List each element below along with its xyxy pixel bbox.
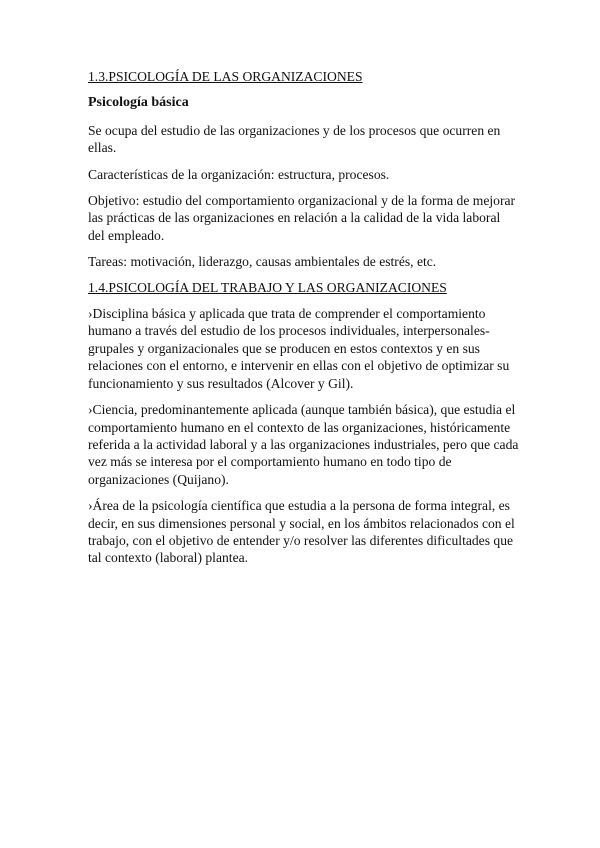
paragraph-objetivo: Objetivo: estudio del comportamiento organizacional y de la forma de mejorar las prácticas de las organizaciones en relación a la calidad de la vida laboral del empleado.	[88, 193, 516, 243]
definition-alcover-gil: ›Disciplina básica y aplicada que trata de comprender el comportamiento humano a través del estudio de los procesos individuales, interpersonales-grupales y organizacionales que se producen en estos contextos y en sus relaciones con el entorno, e intervenir en ellas con el objetivo de optimizar su funcionamiento y sus resultados (Alcover y Gil).	[88, 306, 510, 391]
document-page	[88, 68, 520, 576]
definition-area-psicologia: ›Área de la psicología científica que estudia a la persona de forma integral, es decir, en sus dimensiones personal y social, en los ámbitos relacionados con el trabajo, con el objetivo de entender y/o resolver las diferentes dificultades que tal contexto (laboral) plantea.	[88, 498, 515, 566]
definition-quijano: ›Ciencia, predominantemente aplicada (aunque también básica), que estudia el comportamiento humano en el contexto de las organizaciones, históricamente referida a la actividad laboral y a las organizaciones industriales, pero que cada vez más se interesa por el comportamiento humano en todo tipo de organizaciones (Quijano).	[88, 402, 519, 487]
section-heading-1-4: 1.4.PSICOLOGÍA DEL TRABAJO Y LAS ORGANIZACIONES	[88, 279, 447, 295]
paragraph-tareas: Tareas: motivación, liderazgo, causas ambientales de estrés, etc.	[88, 254, 437, 270]
section-heading-1-3: 1.3.PSICOLOGÍA DE LAS ORGANIZACIONES	[88, 69, 363, 84]
paragraph-descripcion: Se ocupa del estudio de las organizaciones y de los procesos que ocurren en ellas.	[88, 122, 501, 156]
paragraph-caracteristicas: Características de la organización: estructura, procesos.	[88, 166, 390, 182]
subheading-psicologia-basica: Psicología básica	[88, 95, 189, 111]
